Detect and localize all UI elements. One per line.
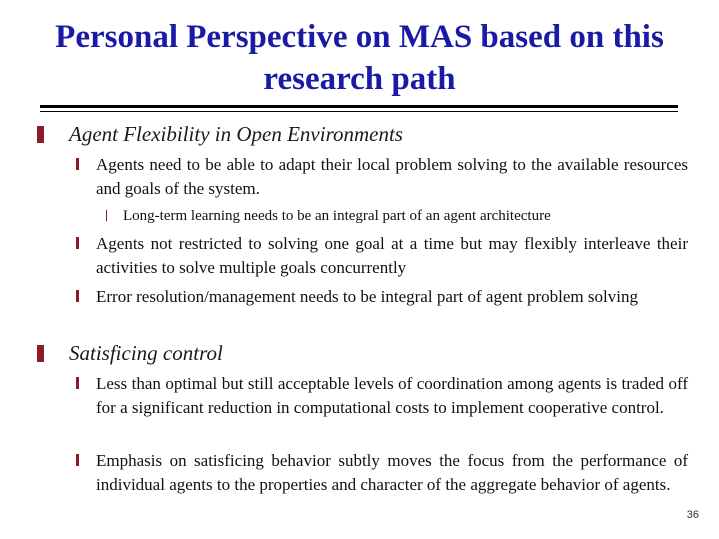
section-bullet — [37, 126, 44, 143]
item-bullet — [76, 290, 79, 302]
list-item: Emphasis on satisficing behavior subtly moves the focus from the performance of individual agents to the properties and character of the aggregate behavior of agents. — [96, 451, 688, 494]
title-divider-thick — [40, 105, 678, 108]
item-bullet — [76, 237, 79, 249]
list-item: Agents not restricted to solving one goal at a time but may flexibly interleave their activities to solve multiple goals concurrently — [96, 234, 688, 277]
title-divider-thin — [40, 111, 678, 112]
section-heading-flexibility: Agent Flexibility in Open Environments — [69, 122, 403, 146]
slide-number: 36 — [686, 509, 699, 521]
subitem-bullet — [106, 210, 107, 221]
list-item: Agents need to be able to adapt their local problem solving to the available resources and goals of the system. — [96, 155, 688, 198]
slide-title: Personal Perspective on MAS based on this research path — [55, 19, 664, 97]
sub-list-item: Long-term learning needs to be an integral part of an agent architecture — [123, 208, 551, 224]
item-bullet — [76, 377, 79, 389]
list-item: Less than optimal but still acceptable levels of coordination among agents is traded off for a significant reduction in computational costs to implement cooperative control. — [96, 374, 688, 417]
item-bullet — [76, 158, 79, 170]
section-bullet — [37, 345, 44, 362]
list-item: Error resolution/management needs to be integral part of agent problem solving — [96, 287, 638, 306]
item-bullet — [76, 454, 79, 466]
section-heading-satisficing: Satisficing control — [69, 341, 223, 365]
